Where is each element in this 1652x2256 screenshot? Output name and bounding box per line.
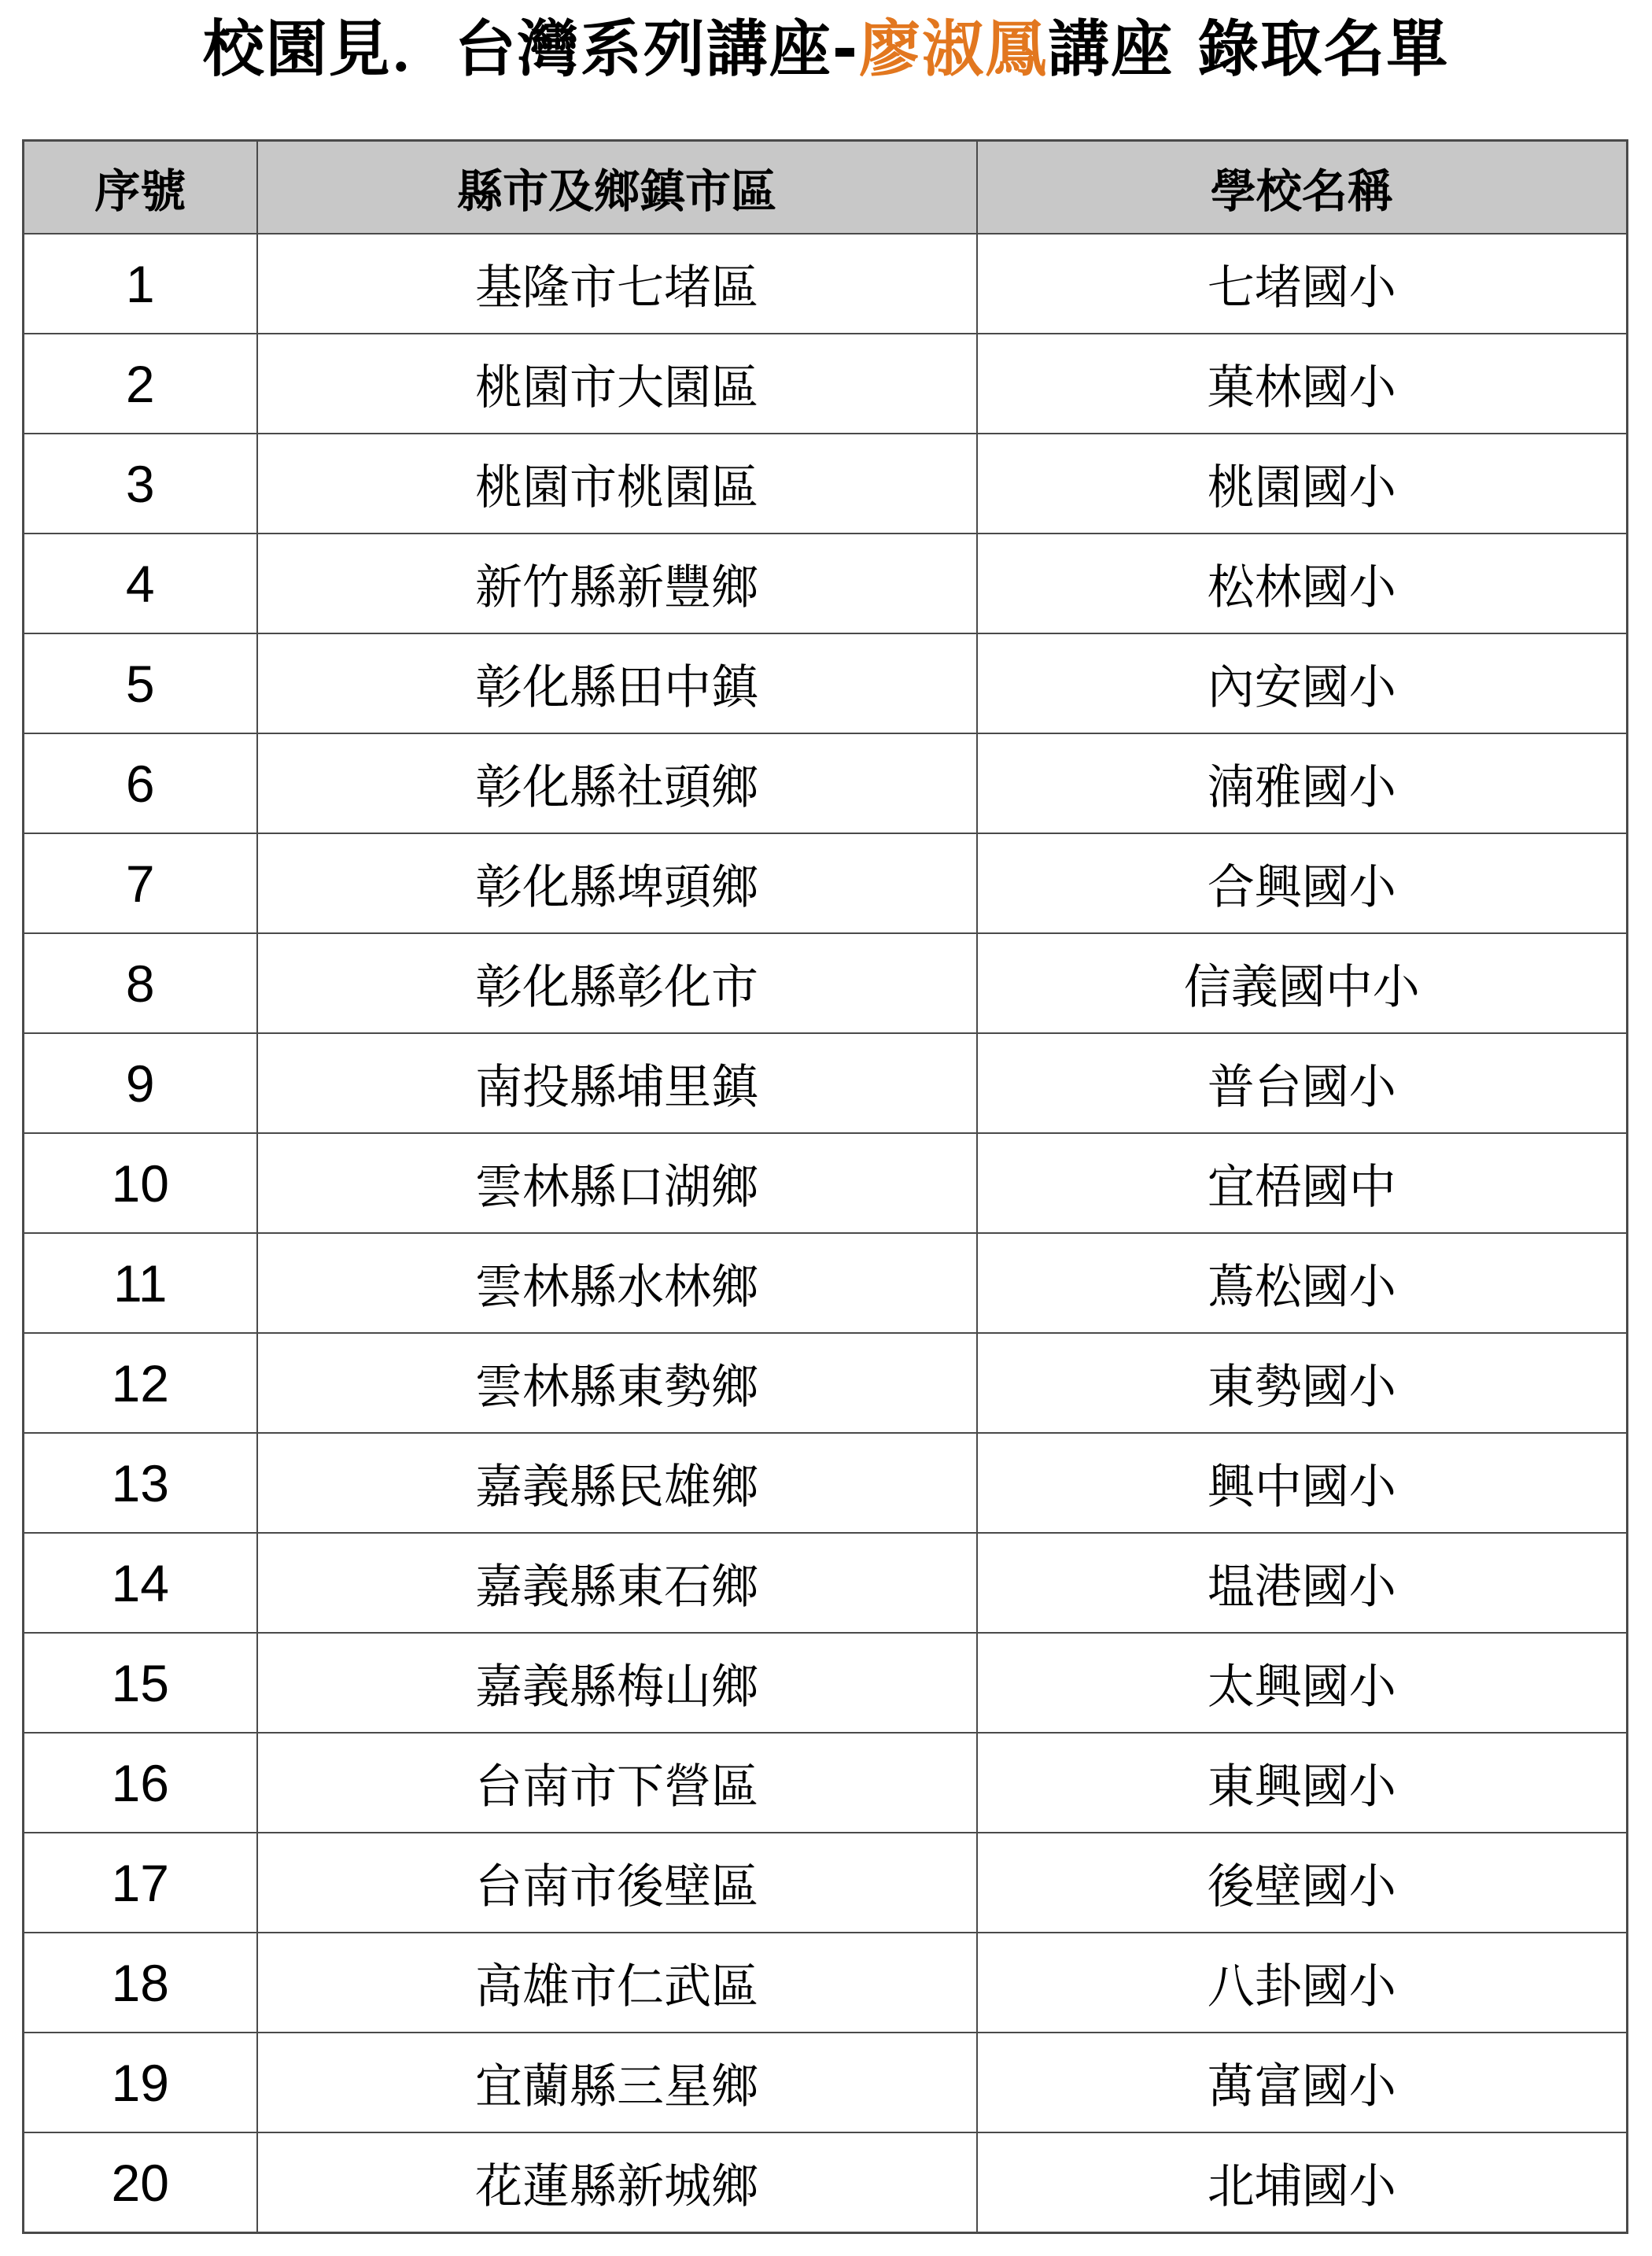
row-number-cell: 16 [24, 1733, 257, 1833]
table-row [24, 2033, 1628, 2132]
row-region-cell: 嘉義縣民雄鄉 [257, 1433, 977, 1533]
table-header-row [24, 141, 1628, 234]
row-region-cell: 彰化縣彰化市 [257, 933, 977, 1033]
row-region-cell: 高雄市仁武區 [257, 1933, 977, 2033]
row-number-cell: 14 [24, 1533, 257, 1633]
row-region-cell: 花蓮縣新城鄉 [257, 2132, 977, 2233]
title-suffix: 講座 [1048, 14, 1174, 85]
column-header-region: 縣市及鄉鎮市區 [257, 141, 977, 234]
row-school-cell: 後壁國小 [977, 1833, 1628, 1933]
table-row [24, 1633, 1628, 1733]
row-school-cell: 宜梧國中 [977, 1133, 1628, 1233]
row-number-cell: 15 [24, 1633, 257, 1733]
row-school-cell: 興中國小 [977, 1433, 1628, 1533]
row-number-cell: 4 [24, 534, 257, 633]
table-row [24, 633, 1628, 733]
table-row [24, 434, 1628, 534]
row-region-cell: 台南市下營區 [257, 1733, 977, 1833]
table-row [24, 1033, 1628, 1133]
table-row [24, 1833, 1628, 1933]
row-number-cell: 12 [24, 1333, 257, 1433]
row-school-cell: 塭港國小 [977, 1533, 1628, 1633]
row-school-cell: 信義國中小 [977, 933, 1628, 1033]
row-region-cell: 南投縣埔里鎮 [257, 1033, 977, 1133]
row-number-cell: 11 [24, 1233, 257, 1333]
row-region-cell: 彰化縣埤頭鄉 [257, 833, 977, 933]
row-number-cell: 18 [24, 1933, 257, 2033]
row-school-cell: 八卦國小 [977, 1933, 1628, 2033]
row-school-cell: 湳雅國小 [977, 733, 1628, 833]
row-region-cell: 彰化縣社頭鄉 [257, 733, 977, 833]
row-number-cell: 5 [24, 633, 257, 733]
row-region-cell: 嘉義縣梅山鄉 [257, 1633, 977, 1733]
row-number-cell: 17 [24, 1833, 257, 1933]
table-row [24, 933, 1628, 1033]
row-number-cell: 8 [24, 933, 257, 1033]
table-row [24, 1933, 1628, 2033]
row-school-cell: 東興國小 [977, 1733, 1628, 1833]
table-row [24, 833, 1628, 933]
table-row [24, 1133, 1628, 1233]
row-school-cell: 萬富國小 [977, 2033, 1628, 2132]
table-row [24, 334, 1628, 434]
row-school-cell: 太興國小 [977, 1633, 1628, 1733]
row-number-cell: 6 [24, 733, 257, 833]
table-row [24, 1333, 1628, 1433]
row-school-cell: 北埔國小 [977, 2132, 1628, 2233]
row-school-cell: 蔦松國小 [977, 1233, 1628, 1333]
row-school-cell: 菓林國小 [977, 334, 1628, 434]
row-region-cell: 雲林縣口湖鄉 [257, 1133, 977, 1233]
table-row [24, 1233, 1628, 1333]
row-region-cell: 嘉義縣東石鄉 [257, 1533, 977, 1633]
row-region-cell: 宜蘭縣三星鄉 [257, 2033, 977, 2132]
table-header [24, 141, 1628, 234]
table-row [24, 234, 1628, 334]
row-school-cell: 七堵國小 [977, 234, 1628, 334]
row-region-cell: 彰化縣田中鎮 [257, 633, 977, 733]
row-school-cell: 合興國小 [977, 833, 1628, 933]
column-header-number: 序號 [24, 141, 257, 234]
row-number-cell: 10 [24, 1133, 257, 1233]
row-school-cell: 松林國小 [977, 534, 1628, 633]
table-body [24, 234, 1628, 2233]
row-number-cell: 3 [24, 434, 257, 534]
row-region-cell: 新竹縣新豐鄉 [257, 534, 977, 633]
row-region-cell: 桃園市桃園區 [257, 434, 977, 534]
row-number-cell: 1 [24, 234, 257, 334]
title-speaker-name: 廖淑鳳 [859, 14, 1049, 85]
column-header-school: 學校名稱 [977, 141, 1628, 234]
title-list-name: 錄取名單 [1197, 14, 1450, 85]
table-row [24, 733, 1628, 833]
page-title [0, 6, 1652, 93]
table-row [24, 534, 1628, 633]
admission-list-table [22, 139, 1628, 2234]
row-number-cell: 13 [24, 1433, 257, 1533]
table-row [24, 1533, 1628, 1633]
title-prefix: 校園見．台灣系列講座- [202, 14, 860, 85]
row-number-cell: 9 [24, 1033, 257, 1133]
row-school-cell: 內安國小 [977, 633, 1628, 733]
row-region-cell: 雲林縣東勢鄉 [257, 1333, 977, 1433]
row-number-cell: 20 [24, 2132, 257, 2233]
table-row [24, 1433, 1628, 1533]
row-school-cell: 普台國小 [977, 1033, 1628, 1133]
row-number-cell: 7 [24, 833, 257, 933]
table-row [24, 2132, 1628, 2233]
row-region-cell: 桃園市大園區 [257, 334, 977, 434]
row-number-cell: 2 [24, 334, 257, 434]
table-row [24, 1733, 1628, 1833]
row-school-cell: 東勢國小 [977, 1333, 1628, 1433]
row-region-cell: 台南市後壁區 [257, 1833, 977, 1933]
row-region-cell: 雲林縣水林鄉 [257, 1233, 977, 1333]
row-region-cell: 基隆市七堵區 [257, 234, 977, 334]
row-school-cell: 桃園國小 [977, 434, 1628, 534]
row-number-cell: 19 [24, 2033, 257, 2132]
